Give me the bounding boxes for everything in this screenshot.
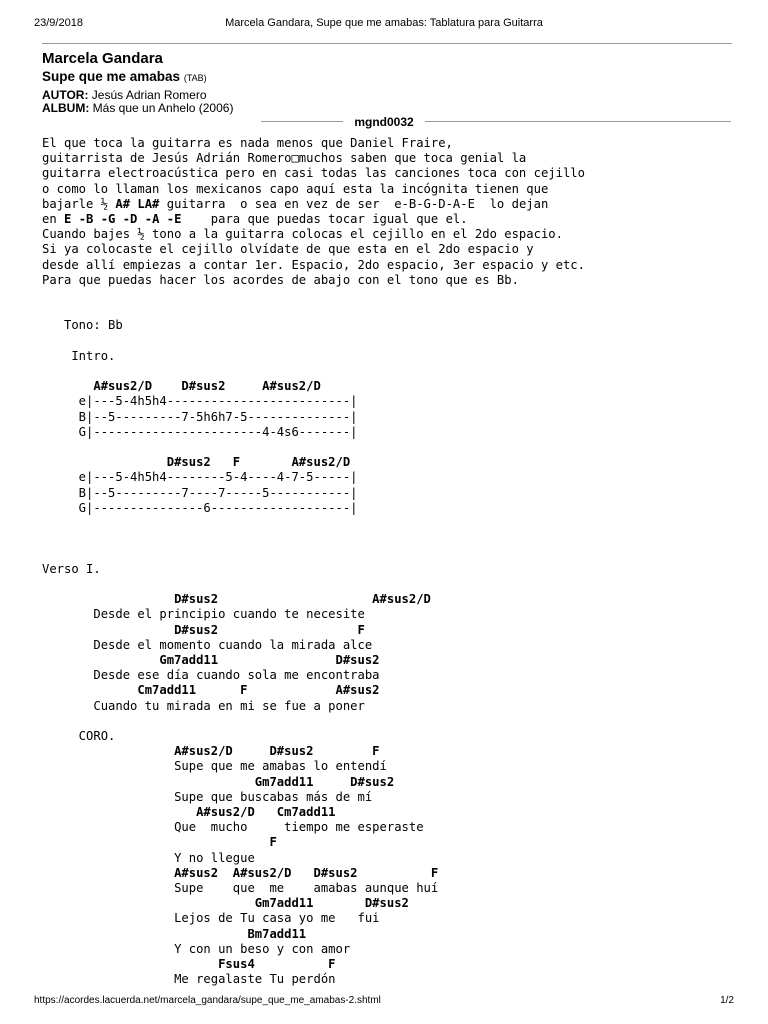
- intro-text-line: desde allí empiezas a contar 1er. Espacio, 2do espacio, 3er espacio y etc.: [42, 257, 585, 272]
- tab2-chord-line: D#sus2 F A#sus2/D: [42, 455, 351, 470]
- verse-chord-line: Cm7add11 F A#sus2: [42, 683, 380, 698]
- song-type-label: (TAB): [183, 73, 207, 83]
- intro-text-fragment: bajarle ½: [42, 196, 116, 211]
- tab1-string-b: B|--5---------7-5h6h7-5--------------|: [42, 409, 358, 424]
- intro-text-line: Para que puedas hacer los acordes de abajo con el tono que es Bb.: [42, 272, 519, 287]
- coro-label: CORO.: [42, 728, 116, 743]
- intro-text-fragment: en: [42, 212, 65, 227]
- page-number: 1/2: [720, 995, 734, 1006]
- top-divider: [42, 43, 732, 44]
- tuning-bold-strings: E -B -G -D -A -E: [64, 212, 182, 227]
- coro-lyric-line: Supe que buscabas más de mí: [42, 789, 373, 804]
- song-title-text: Supe que me amabas: [42, 69, 181, 84]
- artist-name[interactable]: Marcela Gandara: [42, 50, 163, 67]
- print-date: 23/9/2018: [34, 17, 83, 29]
- coro-chord-line: Fsus4 F: [42, 956, 336, 971]
- tab2-string-g: G|---------------6-------------------|: [42, 500, 358, 515]
- verse-lyric-line: Desde ese día cuando sola me encontraba: [42, 668, 380, 683]
- coro-lyric-line: Supe que me amabas aunque huí: [42, 880, 439, 895]
- coro-lyric-line: Lejos de Tu casa yo me fui: [42, 911, 380, 926]
- verse-lyric-line: Cuando tu mirada en mi se fue a poner: [42, 698, 365, 713]
- coro-chord-line: A#sus2 A#sus2/D D#sus2 F: [42, 865, 439, 880]
- tab1-string-e: e|---5-4h5h4-------------------------|: [42, 394, 358, 409]
- tab2-string-e: e|---5-4h5h4--------5-4----4-7-5-----|: [42, 470, 358, 485]
- intro-text-fragment: para que puedas tocar igual que el.: [181, 212, 468, 227]
- coro-lyric-line: Me regalaste Tu perdón: [42, 972, 336, 987]
- intro-text-line: Si ya colocaste el cejillo olvídate de que esta en el 2do espacio y: [42, 242, 534, 257]
- tab-content: [42, 136, 585, 987]
- album-value: Más que un Anhelo (2006): [92, 101, 234, 115]
- coro-lyric-line: Supe que me amabas lo entendí: [42, 759, 387, 774]
- intro-label: Intro.: [42, 348, 116, 363]
- coro-chord-line: Gm7add11 D#sus2: [42, 896, 409, 911]
- coro-chord-line: A#sus2/D D#sus2 F: [42, 744, 380, 759]
- tab-credit: mgnd0032: [354, 115, 414, 129]
- verse-lyric-line: Desde el principio cuando te necesite: [42, 607, 365, 622]
- verse-lyric-line: Desde el momento cuando la mirada alce: [42, 637, 373, 652]
- intro-text-line: El que toca la guitarra es nada menos que Daniel Fraire,: [42, 136, 453, 150]
- verse-chord-line: D#sus2 F: [42, 622, 365, 637]
- intro-text-line: Cuando bajes ½ tono a la guitarra colocas el cejillo en el 2do espacio.: [42, 227, 563, 242]
- coro-chord-line: Bm7add11: [42, 926, 307, 941]
- coro-lyric-line: Y con un beso y con amor: [42, 941, 351, 956]
- coro-lyric-line: Y no llegue: [42, 850, 255, 865]
- verse-chord-line: Gm7add11 D#sus2: [42, 652, 380, 667]
- author-label: AUTOR:: [42, 88, 89, 102]
- intro-text-line: guitarra electroacústica pero en casi todas las canciones toca con cejillo: [42, 166, 585, 181]
- intro-text-fragment: guitarra o sea en vez de ser e-B-G-D-A-E lo dejan: [159, 196, 549, 211]
- source-url[interactable]: https://acordes.lacuerda.net/marcela_gandara/supe_que_me_amabas-2.shtml: [34, 995, 381, 1006]
- song-title: [42, 69, 207, 84]
- verse-label: Verso I.: [42, 561, 101, 576]
- author-value[interactable]: Jesús Adrian Romero: [91, 88, 207, 102]
- coro-chord-line: A#sus2/D Cm7add11: [42, 804, 336, 819]
- print-page-title: Marcela Gandara, Supe que me amabas: Tablatura para Guitarra: [225, 17, 543, 29]
- tab1-chord-line: A#sus2/D D#sus2 A#sus2/D: [42, 379, 321, 394]
- album-label: ALBUM:: [42, 101, 90, 115]
- intro-text-line: guitarrista de Jesús Adrián Romero□muchos saben que toca genial la: [42, 151, 527, 166]
- tab2-string-b: B|--5---------7----7-----5-----------|: [42, 485, 358, 500]
- tuning-bold-note: A# LA#: [115, 196, 160, 211]
- coro-chord-line: Gm7add11 D#sus2: [42, 774, 395, 789]
- credit-divider-right: [425, 121, 731, 122]
- coro-chord-line: F: [42, 835, 277, 850]
- author-line: [42, 88, 207, 102]
- verse-chord-line: D#sus2 A#sus2/D: [42, 592, 431, 607]
- album-line: [42, 101, 233, 115]
- tab1-string-g: G|-----------------------4-4s6-------|: [42, 424, 358, 439]
- tono-line: Tono: Bb: [42, 318, 123, 333]
- coro-lyric-line: Que mucho tiempo me esperaste: [42, 820, 424, 835]
- intro-text-line: o como lo llaman los mexicanos capo aquí esta la incógnita tienen que: [42, 181, 549, 196]
